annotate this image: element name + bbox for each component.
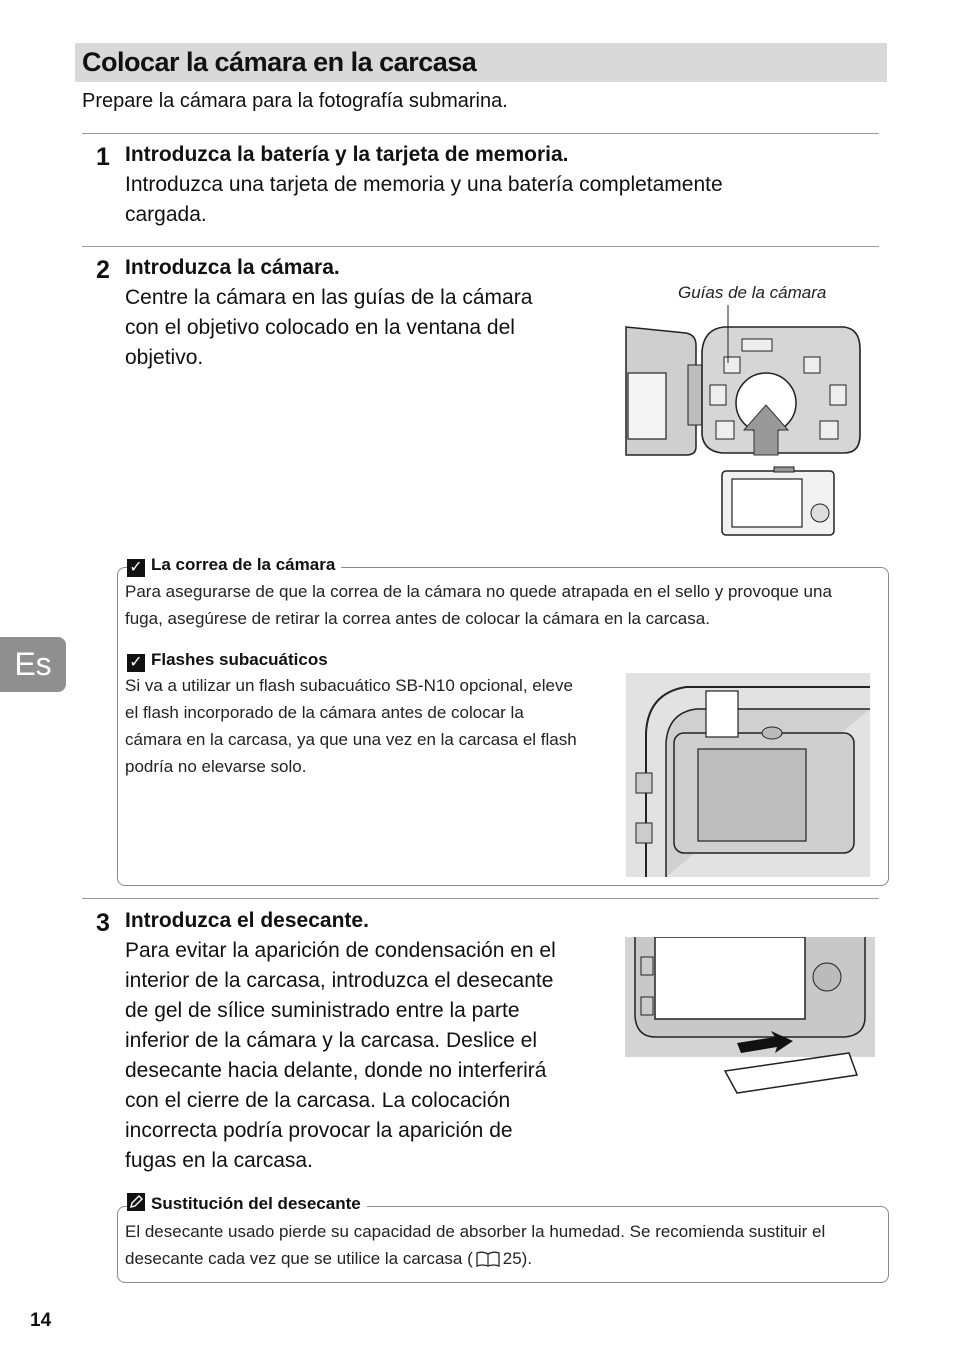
note-heading-label: Sustitución del desecante bbox=[151, 1194, 361, 1213]
check-icon: ✓ bbox=[127, 654, 145, 672]
page-number: 14 bbox=[30, 1310, 52, 1331]
note-body bbox=[125, 672, 615, 780]
step-2-line: Centre la cámara en las guías de la cámara bbox=[125, 286, 533, 309]
note-line: el flash incorporado de la cámara antes de colocar la bbox=[125, 703, 524, 722]
note-body bbox=[125, 1218, 880, 1275]
note-body bbox=[125, 578, 880, 632]
note-line bbox=[125, 1245, 880, 1275]
housing-guides-illustration bbox=[624, 305, 869, 545]
divider bbox=[82, 133, 879, 134]
book-icon bbox=[476, 1248, 500, 1275]
page-reference: 25). bbox=[502, 1249, 533, 1268]
step-2-number: 2 bbox=[96, 256, 110, 284]
note-line: Para asegurarse de que la correa de la cámara no quede atrapada en el sello y provoque una bbox=[125, 582, 832, 601]
step-3-line: interior de la carcasa, introduzca el desecante bbox=[125, 969, 554, 992]
step-2 bbox=[125, 253, 532, 373]
step-3-line: de gel de sílice suministrado entre la parte bbox=[125, 999, 520, 1022]
note-heading bbox=[127, 649, 334, 672]
divider bbox=[82, 898, 879, 899]
step-1-line: cargada. bbox=[125, 203, 207, 226]
step-3-line: desecante hacia delante, donde no interferirá bbox=[125, 1059, 547, 1082]
note-line-text: desecante cada vez que se utilice la carcasa ( bbox=[125, 1249, 473, 1268]
intro-text: Prepare la cámara para la fotografía submarina. bbox=[82, 90, 508, 112]
step-1-number: 1 bbox=[96, 143, 110, 171]
note-line: Si va a utilizar un flash subacuático SB-N10 opcional, eleve bbox=[125, 676, 573, 695]
step-1 bbox=[125, 140, 723, 230]
note-line: El desecante usado pierde su capacidad de absorber la humedad. Se recomienda sustituir el bbox=[125, 1222, 826, 1241]
desiccant-illustration bbox=[625, 937, 875, 1097]
step-3-number: 3 bbox=[96, 909, 110, 937]
pencil-icon bbox=[127, 1193, 145, 1211]
note-heading bbox=[127, 1193, 367, 1215]
note-heading-label: Flashes subacuáticos bbox=[151, 650, 328, 669]
step-3-line: incorrecta podría provocar la aparición de bbox=[125, 1119, 513, 1142]
step-3 bbox=[125, 906, 556, 1176]
page-title: Colocar la cámara en la carcasa bbox=[82, 47, 477, 77]
note-heading bbox=[127, 554, 341, 577]
step-3-line: fugas en la carcasa. bbox=[125, 1149, 313, 1172]
divider bbox=[82, 246, 879, 247]
note-line: fuga, asegúrese de retirar la correa antes de colocar la cámara en la carcasa. bbox=[125, 609, 710, 628]
note-heading-label: La correa de la cámara bbox=[151, 555, 336, 574]
flash-illustration bbox=[626, 673, 870, 877]
step-2-line: objetivo. bbox=[125, 346, 204, 369]
step-2-heading: Introduzca la cámara. bbox=[125, 256, 340, 279]
step-1-line: Introduzca una tarjeta de memoria y una batería completamente bbox=[125, 173, 723, 196]
language-tab: Es bbox=[0, 637, 66, 692]
check-icon: ✓ bbox=[127, 559, 145, 577]
step-2-line: con el objetivo colocado en la ventana del bbox=[125, 316, 515, 339]
figure-caption: Guías de la cámara bbox=[678, 283, 827, 302]
step-1-heading: Introduzca la batería y la tarjeta de memoria. bbox=[125, 143, 569, 166]
step-3-heading: Introduzca el desecante. bbox=[125, 909, 369, 932]
step-3-line: con el cierre de la carcasa. La colocación bbox=[125, 1089, 511, 1112]
step-3-line: Para evitar la aparición de condensación en el bbox=[125, 939, 556, 962]
note-line: cámara en la carcasa, ya que una vez en la carcasa el flash bbox=[125, 730, 577, 749]
note-line: podría no elevarse solo. bbox=[125, 757, 307, 776]
step-3-line: inferior de la cámara y la carcasa. Deslice el bbox=[125, 1029, 538, 1052]
